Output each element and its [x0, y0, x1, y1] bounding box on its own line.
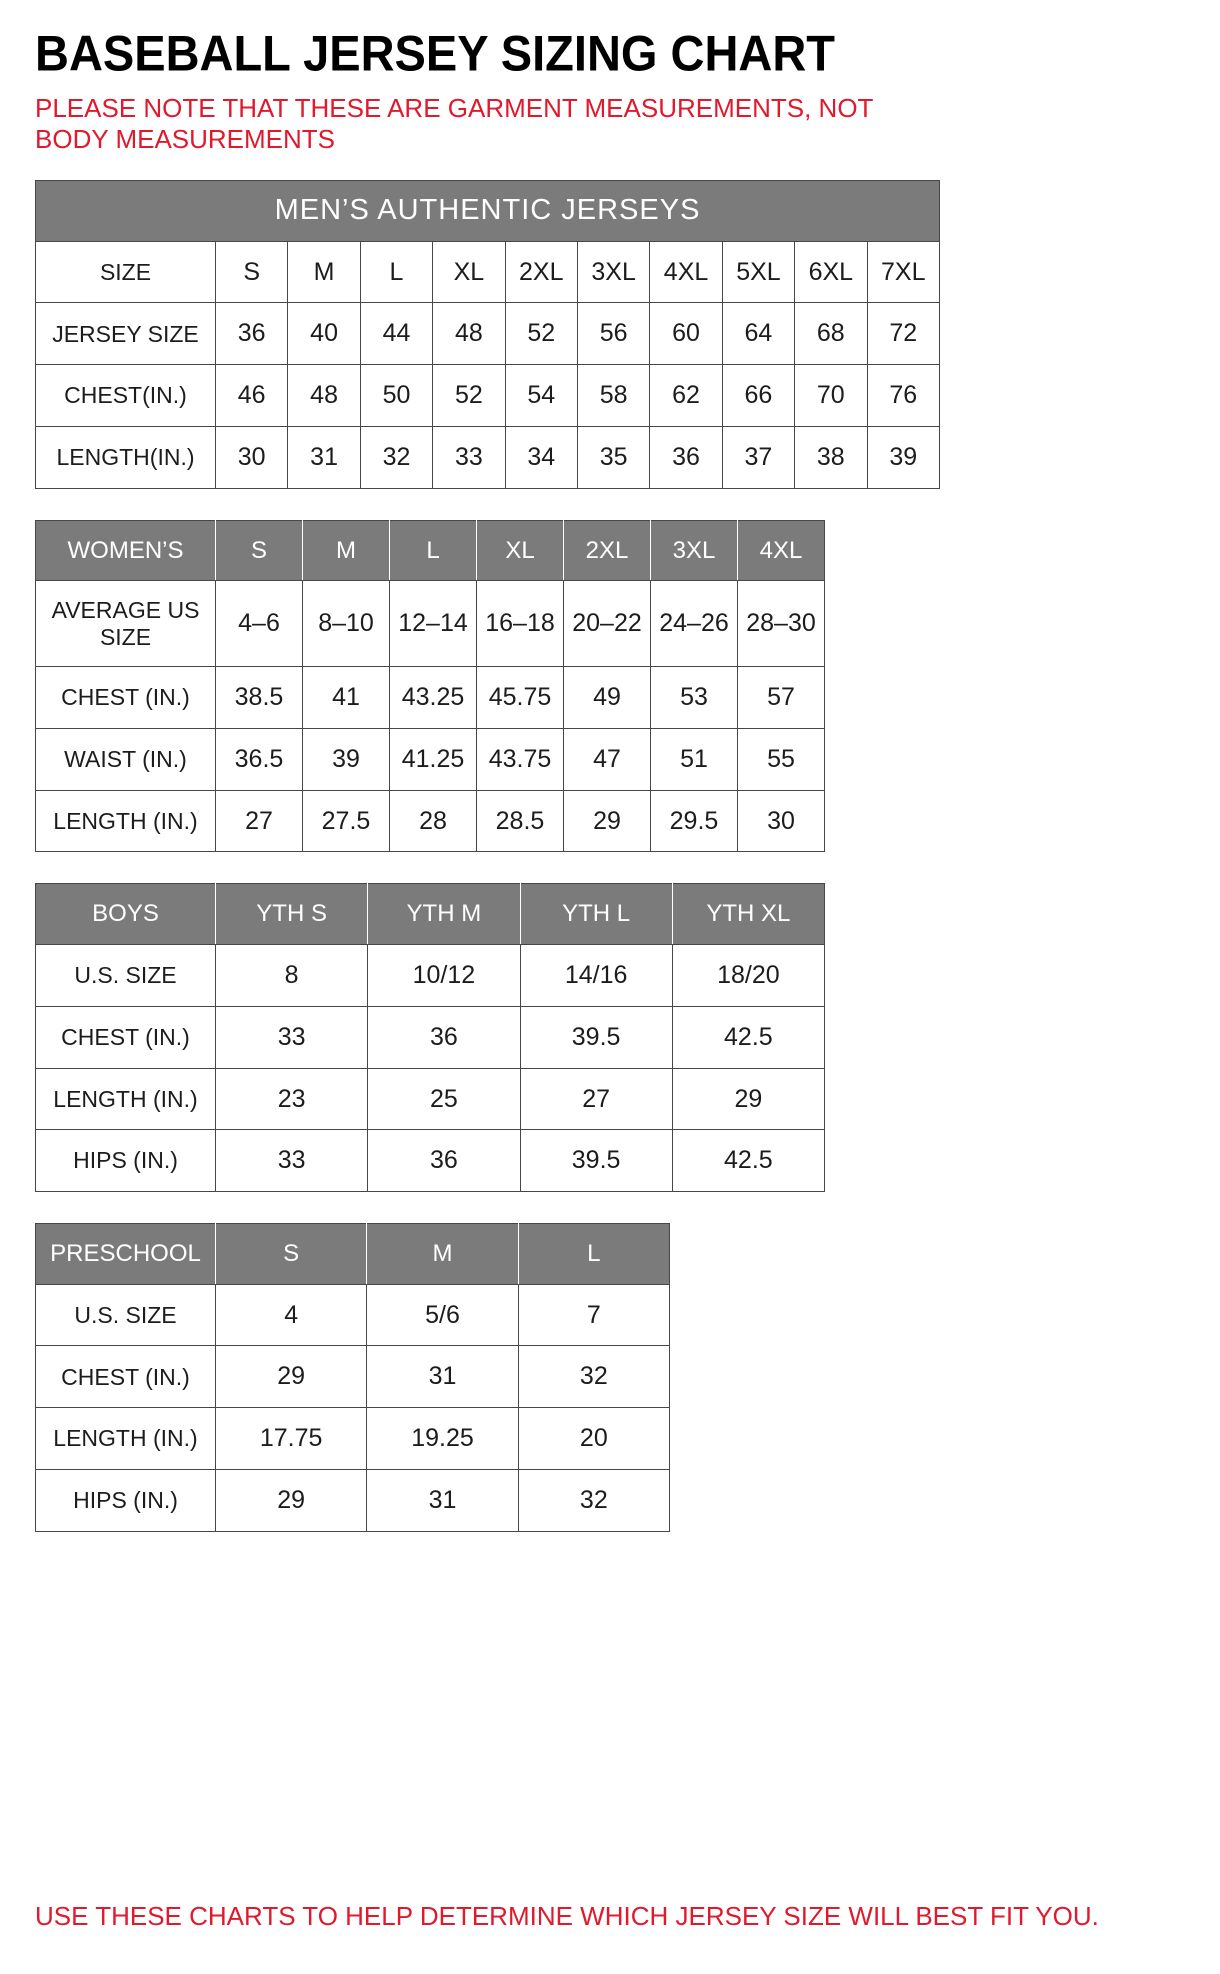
column-header-cell: 4XL	[738, 520, 825, 581]
row-label-cell: U.S. SIZE	[36, 945, 216, 1007]
value-cell: 27	[520, 1068, 672, 1130]
value-cell: 36	[368, 1006, 520, 1068]
value-cell: 42.5	[672, 1006, 824, 1068]
column-header-cell: 3XL	[651, 520, 738, 581]
value-cell: 31	[288, 426, 360, 488]
value-cell: 76	[867, 365, 939, 427]
value-cell: 33	[216, 1006, 368, 1068]
row-label-cell: HIPS (IN.)	[36, 1130, 216, 1192]
value-cell: 27	[216, 790, 303, 852]
table-row	[36, 1408, 670, 1470]
value-cell: 44	[360, 303, 432, 365]
value-cell: 48	[433, 303, 505, 365]
value-cell: 29	[216, 1346, 367, 1408]
page-title: BASEBALL JERSEY SIZING CHART	[35, 25, 835, 82]
row-label-cell: LENGTH (IN.)	[36, 790, 216, 852]
column-header-cell: YTH M	[368, 884, 520, 945]
preschool-sizing-table	[35, 1223, 670, 1532]
value-cell: 70	[795, 365, 867, 427]
value-cell: 32	[518, 1346, 669, 1408]
column-header-cell: S	[216, 1224, 367, 1285]
table-header-label-cell: PRESCHOOL	[36, 1224, 216, 1285]
table-row	[36, 426, 940, 488]
mens-table-banner: MEN’S AUTHENTIC JERSEYS	[36, 181, 940, 241]
table-row	[36, 1006, 825, 1068]
value-cell: 45.75	[477, 667, 564, 729]
value-cell: 14/16	[520, 945, 672, 1007]
table-row	[36, 303, 940, 365]
value-cell: 25	[368, 1068, 520, 1130]
garment-measurement-note: PLEASE NOTE THAT THESE ARE GARMENT MEASUREMENTS, NOT BODY MEASUREMENTS	[35, 93, 873, 154]
table-row	[36, 241, 940, 303]
value-cell: 3XL	[577, 241, 649, 303]
column-header-cell: 2XL	[564, 520, 651, 581]
value-cell: S	[216, 241, 288, 303]
column-header-cell: S	[216, 520, 303, 581]
value-cell: 41.25	[390, 728, 477, 790]
row-label-cell: CHEST (IN.)	[36, 667, 216, 729]
value-cell: 55	[738, 728, 825, 790]
row-label-cell: LENGTH (IN.)	[36, 1068, 216, 1130]
value-cell: 2XL	[505, 241, 577, 303]
value-cell: 34	[505, 426, 577, 488]
womens-sizing-table	[35, 520, 825, 853]
table-row	[36, 790, 825, 852]
value-cell: M	[288, 241, 360, 303]
mens-banner-row	[36, 181, 940, 241]
value-cell: 16–18	[477, 581, 564, 667]
value-cell: 37	[722, 426, 794, 488]
value-cell: 56	[577, 303, 649, 365]
table-header-label-cell: WOMEN’S	[36, 520, 216, 581]
value-cell: 30	[738, 790, 825, 852]
table-header-label-cell: BOYS	[36, 884, 216, 945]
table-row	[36, 1130, 825, 1192]
value-cell: 33	[433, 426, 505, 488]
value-cell: 72	[867, 303, 939, 365]
column-header-cell: M	[303, 520, 390, 581]
table-header-row	[36, 884, 825, 945]
value-cell: L	[360, 241, 432, 303]
value-cell: 23	[216, 1068, 368, 1130]
value-cell: 36	[368, 1130, 520, 1192]
value-cell: 57	[738, 667, 825, 729]
boys-sizing-table	[35, 883, 825, 1192]
mens-sizing-table	[35, 180, 940, 488]
value-cell: 32	[518, 1469, 669, 1531]
value-cell: 49	[564, 667, 651, 729]
value-cell: 53	[651, 667, 738, 729]
value-cell: 38.5	[216, 667, 303, 729]
value-cell: 50	[360, 365, 432, 427]
value-cell: 32	[360, 426, 432, 488]
value-cell: 39	[867, 426, 939, 488]
table-header-row	[36, 1224, 670, 1285]
value-cell: 47	[564, 728, 651, 790]
column-header-cell: YTH S	[216, 884, 368, 945]
value-cell: 28–30	[738, 581, 825, 667]
value-cell: 51	[651, 728, 738, 790]
value-cell: 66	[722, 365, 794, 427]
value-cell: 64	[722, 303, 794, 365]
value-cell: 20–22	[564, 581, 651, 667]
table-row	[36, 1346, 670, 1408]
column-header-cell: YTH L	[520, 884, 672, 945]
value-cell: 58	[577, 365, 649, 427]
value-cell: 48	[288, 365, 360, 427]
row-label-cell: CHEST (IN.)	[36, 1346, 216, 1408]
value-cell: 18/20	[672, 945, 824, 1007]
value-cell: 5/6	[367, 1284, 518, 1346]
value-cell: 42.5	[672, 1130, 824, 1192]
value-cell: 36	[650, 426, 722, 488]
table-header-row	[36, 520, 825, 581]
value-cell: 31	[367, 1346, 518, 1408]
value-cell: 52	[433, 365, 505, 427]
value-cell: 39.5	[520, 1130, 672, 1192]
value-cell: 36	[216, 303, 288, 365]
table-row	[36, 1284, 670, 1346]
value-cell: 39	[303, 728, 390, 790]
value-cell: 27.5	[303, 790, 390, 852]
row-label-cell: CHEST(IN.)	[36, 365, 216, 427]
value-cell: 28	[390, 790, 477, 852]
value-cell: 12–14	[390, 581, 477, 667]
value-cell: 24–26	[651, 581, 738, 667]
value-cell: 28.5	[477, 790, 564, 852]
value-cell: 17.75	[216, 1408, 367, 1470]
value-cell: 7XL	[867, 241, 939, 303]
value-cell: 7	[518, 1284, 669, 1346]
value-cell: 6XL	[795, 241, 867, 303]
fit-advice-footer: USE THESE CHARTS TO HELP DETERMINE WHICH JERSEY SIZE WILL BEST FIT YOU.	[35, 1901, 1099, 1932]
value-cell: 4	[216, 1284, 367, 1346]
value-cell: XL	[433, 241, 505, 303]
value-cell: 4XL	[650, 241, 722, 303]
value-cell: 54	[505, 365, 577, 427]
value-cell: 35	[577, 426, 649, 488]
row-label-cell: SIZE	[36, 241, 216, 303]
column-header-cell: L	[518, 1224, 669, 1285]
value-cell: 8–10	[303, 581, 390, 667]
value-cell: 29	[672, 1068, 824, 1130]
value-cell: 52	[505, 303, 577, 365]
value-cell: 31	[367, 1469, 518, 1531]
value-cell: 4–6	[216, 581, 303, 667]
column-header-cell: XL	[477, 520, 564, 581]
value-cell: 39.5	[520, 1006, 672, 1068]
value-cell: 46	[216, 365, 288, 427]
row-label-cell: JERSEY SIZE	[36, 303, 216, 365]
table-row	[36, 945, 825, 1007]
value-cell: 43.25	[390, 667, 477, 729]
value-cell: 29	[564, 790, 651, 852]
table-row	[36, 1469, 670, 1531]
value-cell: 20	[518, 1408, 669, 1470]
row-label-cell: U.S. SIZE	[36, 1284, 216, 1346]
table-row	[36, 365, 940, 427]
value-cell: 38	[795, 426, 867, 488]
value-cell: 62	[650, 365, 722, 427]
value-cell: 33	[216, 1130, 368, 1192]
value-cell: 43.75	[477, 728, 564, 790]
column-header-cell: L	[390, 520, 477, 581]
row-label-cell: LENGTH (IN.)	[36, 1408, 216, 1470]
table-row	[36, 1068, 825, 1130]
value-cell: 19.25	[367, 1408, 518, 1470]
column-header-cell: M	[367, 1224, 518, 1285]
table-row	[36, 728, 825, 790]
row-label-cell: AVERAGE US SIZE	[36, 581, 216, 667]
value-cell: 29.5	[651, 790, 738, 852]
value-cell: 10/12	[368, 945, 520, 1007]
value-cell: 36.5	[216, 728, 303, 790]
value-cell: 29	[216, 1469, 367, 1531]
value-cell: 8	[216, 945, 368, 1007]
row-label-cell: CHEST (IN.)	[36, 1006, 216, 1068]
value-cell: 60	[650, 303, 722, 365]
row-label-cell: LENGTH(IN.)	[36, 426, 216, 488]
table-row	[36, 667, 825, 729]
row-label-cell: WAIST (IN.)	[36, 728, 216, 790]
value-cell: 68	[795, 303, 867, 365]
value-cell: 40	[288, 303, 360, 365]
column-header-cell: YTH XL	[672, 884, 824, 945]
value-cell: 5XL	[722, 241, 794, 303]
value-cell: 41	[303, 667, 390, 729]
value-cell: 30	[216, 426, 288, 488]
table-row	[36, 581, 825, 667]
row-label-cell: HIPS (IN.)	[36, 1469, 216, 1531]
